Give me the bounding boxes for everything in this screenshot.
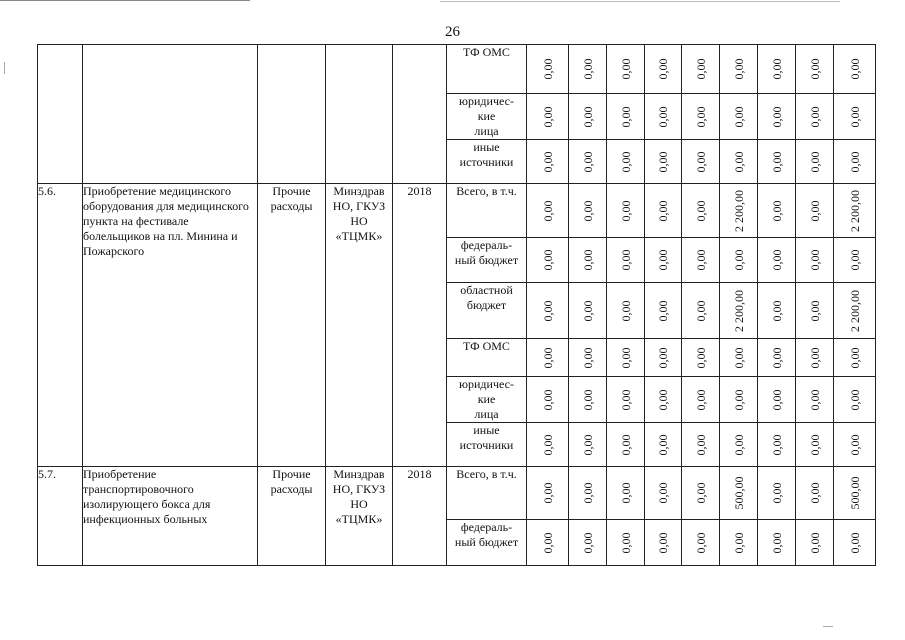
amount-cell	[682, 140, 720, 184]
amount-value: 0,00	[656, 347, 670, 368]
amount-cell	[796, 423, 834, 467]
amount-cell	[720, 94, 758, 140]
amount-cell	[682, 184, 720, 238]
page-number: 26	[445, 24, 460, 40]
amount-value: 0,00	[769, 300, 784, 321]
amount-cell	[834, 339, 876, 377]
amount-value: 2 200,00	[731, 189, 746, 232]
amount-value: 0,00	[807, 347, 822, 368]
amount-value: 0,00	[656, 106, 670, 127]
amount-cell	[527, 520, 569, 566]
amount-cell	[834, 467, 876, 520]
amount-cell	[758, 467, 796, 520]
amount-value: 0,00	[656, 300, 670, 321]
amount-cell	[682, 283, 720, 339]
table-row	[38, 45, 876, 94]
amount-cell	[758, 339, 796, 377]
amount-cell	[796, 238, 834, 283]
amount-value: 0,00	[807, 200, 822, 221]
amount-value: 0,00	[540, 300, 555, 321]
amount-cell	[607, 238, 645, 283]
item-number-cell: 5.7.	[38, 467, 83, 566]
amount-cell	[527, 339, 569, 377]
amount-cell	[796, 520, 834, 566]
amount-value: 0,00	[807, 106, 822, 127]
amount-value: 0,00	[731, 151, 746, 172]
amount-value: 0,00	[693, 300, 708, 321]
amount-value: 0,00	[540, 151, 555, 172]
amount-cell	[607, 184, 645, 238]
amount-cell	[607, 94, 645, 140]
amount-cell	[569, 94, 607, 140]
amount-value: 2 200,00	[847, 289, 862, 332]
amount-cell	[527, 238, 569, 283]
amount-cell	[569, 520, 607, 566]
amount-cell	[758, 94, 796, 140]
amount-value: 0,00	[656, 58, 670, 80]
amount-value: 0,00	[580, 58, 595, 80]
item-name-cell: Приобретение медицинского оборудования для медицинского пункта на фестивале болельщиков на пл. Минина и Пожарского	[83, 184, 258, 467]
amount-value: 0,00	[580, 249, 595, 271]
amount-value: 0,00	[656, 434, 670, 455]
funding-source-cell: ТФ ОМС	[447, 45, 527, 94]
amount-value: 0,00	[618, 200, 633, 221]
amount-value: 0,00	[847, 434, 862, 455]
amount-value: 0,00	[807, 151, 822, 172]
amount-cell	[834, 45, 876, 94]
amount-cell	[758, 45, 796, 94]
amount-value: 0,00	[731, 389, 746, 410]
amount-cell	[645, 520, 682, 566]
amount-value: 0,00	[618, 106, 633, 127]
amount-cell	[720, 339, 758, 377]
amount-value: 0,00	[580, 347, 595, 368]
amount-cell	[796, 140, 834, 184]
amount-cell	[682, 423, 720, 467]
amount-cell	[607, 339, 645, 377]
amount-value: 0,00	[580, 532, 595, 553]
scan-artifact-mark	[4, 62, 5, 74]
amount-cell	[758, 377, 796, 423]
amount-cell	[758, 283, 796, 339]
amount-value: 0,00	[693, 249, 708, 271]
amount-cell	[682, 377, 720, 423]
amount-value: 0,00	[540, 249, 555, 271]
amount-cell	[682, 520, 720, 566]
amount-cell	[569, 45, 607, 94]
amount-cell	[607, 283, 645, 339]
funding-source-cell: иные источники	[447, 423, 527, 467]
amount-cell	[569, 238, 607, 283]
amount-value: 0,00	[656, 389, 670, 410]
responsible-org-cell	[326, 45, 393, 184]
amount-cell	[796, 184, 834, 238]
amount-cell	[607, 45, 645, 94]
amount-value: 0,00	[580, 200, 595, 221]
amount-value: 0,00	[618, 151, 633, 172]
amount-cell	[796, 377, 834, 423]
amount-cell	[682, 339, 720, 377]
amount-cell	[720, 140, 758, 184]
amount-cell	[834, 238, 876, 283]
amount-value: 0,00	[580, 389, 595, 410]
amount-value: 0,00	[580, 151, 595, 172]
amount-cell	[758, 238, 796, 283]
item-number-cell	[38, 45, 83, 184]
amount-cell	[834, 94, 876, 140]
amount-cell	[527, 377, 569, 423]
amount-value: 0,00	[618, 300, 633, 321]
item-name-cell: Приобретение транспортировочного изолирующего бокса для инфекционных больных	[83, 467, 258, 566]
scan-artifact-line	[0, 0, 250, 1]
amount-value: 0,00	[656, 482, 670, 504]
amount-value: 0,00	[693, 200, 708, 221]
amount-cell	[720, 467, 758, 520]
amount-cell	[720, 283, 758, 339]
amount-cell	[758, 140, 796, 184]
amount-cell	[569, 377, 607, 423]
amount-value: 0,00	[807, 434, 822, 455]
amount-cell	[607, 140, 645, 184]
year-cell: 2018	[393, 467, 447, 566]
amount-cell	[720, 45, 758, 94]
amount-value: 0,00	[769, 200, 784, 221]
amount-value: 0,00	[656, 249, 670, 271]
amount-value: 0,00	[580, 106, 595, 127]
amount-value: 0,00	[807, 389, 822, 410]
amount-value: 0,00	[618, 249, 633, 271]
amount-cell	[720, 377, 758, 423]
amount-value: 0,00	[807, 300, 822, 321]
amount-cell	[607, 423, 645, 467]
amount-cell	[720, 238, 758, 283]
amount-value: 0,00	[618, 532, 633, 553]
table-row	[38, 467, 876, 520]
amount-value: 0,00	[693, 532, 708, 553]
year-cell: 2018	[393, 184, 447, 467]
amount-cell	[758, 423, 796, 467]
amount-cell	[645, 140, 682, 184]
amount-value: 0,00	[807, 482, 822, 504]
responsible-org-cell: Минздрав НО, ГКУЗ НО «ТЦМК»	[326, 184, 393, 467]
amount-cell	[645, 377, 682, 423]
scan-artifact-mark	[823, 626, 833, 627]
amount-cell	[834, 423, 876, 467]
amount-cell	[834, 377, 876, 423]
item-number-cell: 5.6.	[38, 184, 83, 467]
amount-cell	[645, 339, 682, 377]
amount-value: 2 200,00	[731, 289, 746, 332]
amount-cell	[720, 520, 758, 566]
amount-cell	[682, 45, 720, 94]
amount-cell	[834, 140, 876, 184]
amount-value: 0,00	[807, 58, 822, 80]
amount-cell	[569, 339, 607, 377]
amount-value: 0,00	[807, 532, 822, 553]
amount-cell	[720, 423, 758, 467]
amount-value: 0,00	[580, 482, 595, 504]
amount-value: 500,00	[731, 476, 746, 510]
amount-value: 0,00	[731, 347, 746, 368]
amount-value: 0,00	[847, 532, 862, 553]
funding-source-cell: иные источники	[447, 140, 527, 184]
amount-value: 0,00	[693, 389, 708, 410]
amount-value: 0,00	[618, 482, 633, 504]
amount-cell	[569, 283, 607, 339]
amount-cell	[645, 283, 682, 339]
funding-source-cell: федераль- ный бюджет	[447, 520, 527, 566]
funding-source-cell: ТФ ОМС	[447, 339, 527, 377]
funding-source-cell: юридичес- кие лица	[447, 377, 527, 423]
amount-cell	[645, 238, 682, 283]
amount-value: 0,00	[731, 249, 746, 271]
amount-value: 0,00	[618, 389, 633, 410]
amount-value: 0,00	[540, 434, 555, 455]
amount-value: 0,00	[540, 200, 555, 221]
amount-value: 0,00	[580, 434, 595, 455]
amount-value: 0,00	[769, 482, 784, 504]
amount-value: 0,00	[769, 249, 784, 271]
amount-value: 0,00	[618, 347, 633, 368]
amount-cell	[682, 94, 720, 140]
amount-cell	[834, 520, 876, 566]
amount-cell	[527, 94, 569, 140]
amount-cell	[527, 423, 569, 467]
scan-artifact-line	[440, 1, 840, 2]
amount-cell	[645, 467, 682, 520]
amount-cell	[682, 238, 720, 283]
amount-cell	[569, 467, 607, 520]
amount-cell	[527, 184, 569, 238]
amount-value: 0,00	[731, 58, 746, 80]
amount-cell	[834, 283, 876, 339]
amount-value: 0,00	[847, 58, 862, 80]
amount-cell	[645, 45, 682, 94]
amount-cell	[758, 184, 796, 238]
amount-value: 2 200,00	[847, 189, 862, 232]
amount-value: 500,00	[847, 476, 862, 510]
amount-cell	[527, 283, 569, 339]
year-cell	[393, 45, 447, 184]
amount-value: 0,00	[656, 200, 670, 221]
funding-source-cell: областной бюджет	[447, 283, 527, 339]
amount-value: 0,00	[847, 106, 862, 127]
amount-value: 0,00	[731, 434, 746, 455]
amount-cell	[607, 377, 645, 423]
responsible-org-cell: Минздрав НО, ГКУЗ НО «ТЦМК»	[326, 467, 393, 566]
amount-value: 0,00	[656, 151, 670, 172]
amount-value: 0,00	[540, 347, 555, 368]
amount-value: 0,00	[847, 347, 862, 368]
amount-cell	[527, 467, 569, 520]
funding-source-cell: Всего, в т.ч.	[447, 467, 527, 520]
amount-cell	[569, 423, 607, 467]
expense-type-cell: Прочие расходы	[258, 467, 326, 566]
amount-cell	[645, 184, 682, 238]
amount-value: 0,00	[731, 532, 746, 553]
amount-value: 0,00	[693, 106, 708, 127]
amount-cell	[607, 467, 645, 520]
amount-cell	[796, 94, 834, 140]
amount-cell	[682, 467, 720, 520]
amount-value: 0,00	[807, 249, 822, 271]
amount-value: 0,00	[847, 389, 862, 410]
amount-value: 0,00	[769, 347, 784, 368]
amount-value: 0,00	[540, 58, 555, 80]
amount-value: 0,00	[693, 482, 708, 504]
amount-cell	[796, 339, 834, 377]
amount-value: 0,00	[540, 482, 555, 504]
funding-source-cell: Всего, в т.ч.	[447, 184, 527, 238]
budget-table	[37, 44, 876, 566]
amount-value: 0,00	[693, 434, 708, 455]
amount-cell	[720, 184, 758, 238]
amount-value: 0,00	[769, 532, 784, 553]
amount-value: 0,00	[769, 106, 784, 127]
expense-type-cell: Прочие расходы	[258, 184, 326, 467]
amount-cell	[607, 520, 645, 566]
amount-value: 0,00	[769, 58, 784, 80]
amount-cell	[796, 283, 834, 339]
amount-value: 0,00	[580, 300, 595, 321]
amount-cell	[569, 140, 607, 184]
amount-cell	[796, 467, 834, 520]
amount-value: 0,00	[769, 151, 784, 172]
table-row	[38, 184, 876, 238]
amount-value: 0,00	[847, 249, 862, 271]
amount-value: 0,00	[540, 106, 555, 127]
funding-source-cell: федераль- ный бюджет	[447, 238, 527, 283]
amount-value: 0,00	[618, 434, 633, 455]
amount-cell	[758, 520, 796, 566]
amount-cell	[834, 184, 876, 238]
amount-value: 0,00	[769, 434, 784, 455]
amount-cell	[527, 140, 569, 184]
amount-value: 0,00	[693, 58, 708, 80]
amount-cell	[645, 94, 682, 140]
expense-type-cell	[258, 45, 326, 184]
amount-cell	[645, 423, 682, 467]
amount-value: 0,00	[540, 389, 555, 410]
amount-value: 0,00	[693, 347, 708, 368]
amount-value: 0,00	[693, 151, 708, 172]
amount-value: 0,00	[847, 151, 862, 172]
amount-cell	[796, 45, 834, 94]
funding-source-cell: юридичес- кие лица	[447, 94, 527, 140]
amount-value: 0,00	[618, 58, 633, 80]
amount-value: 0,00	[656, 532, 670, 553]
amount-cell	[569, 184, 607, 238]
item-name-cell	[83, 45, 258, 184]
amount-value: 0,00	[769, 389, 784, 410]
amount-value: 0,00	[540, 532, 555, 553]
amount-cell	[527, 45, 569, 94]
amount-value: 0,00	[731, 106, 746, 127]
